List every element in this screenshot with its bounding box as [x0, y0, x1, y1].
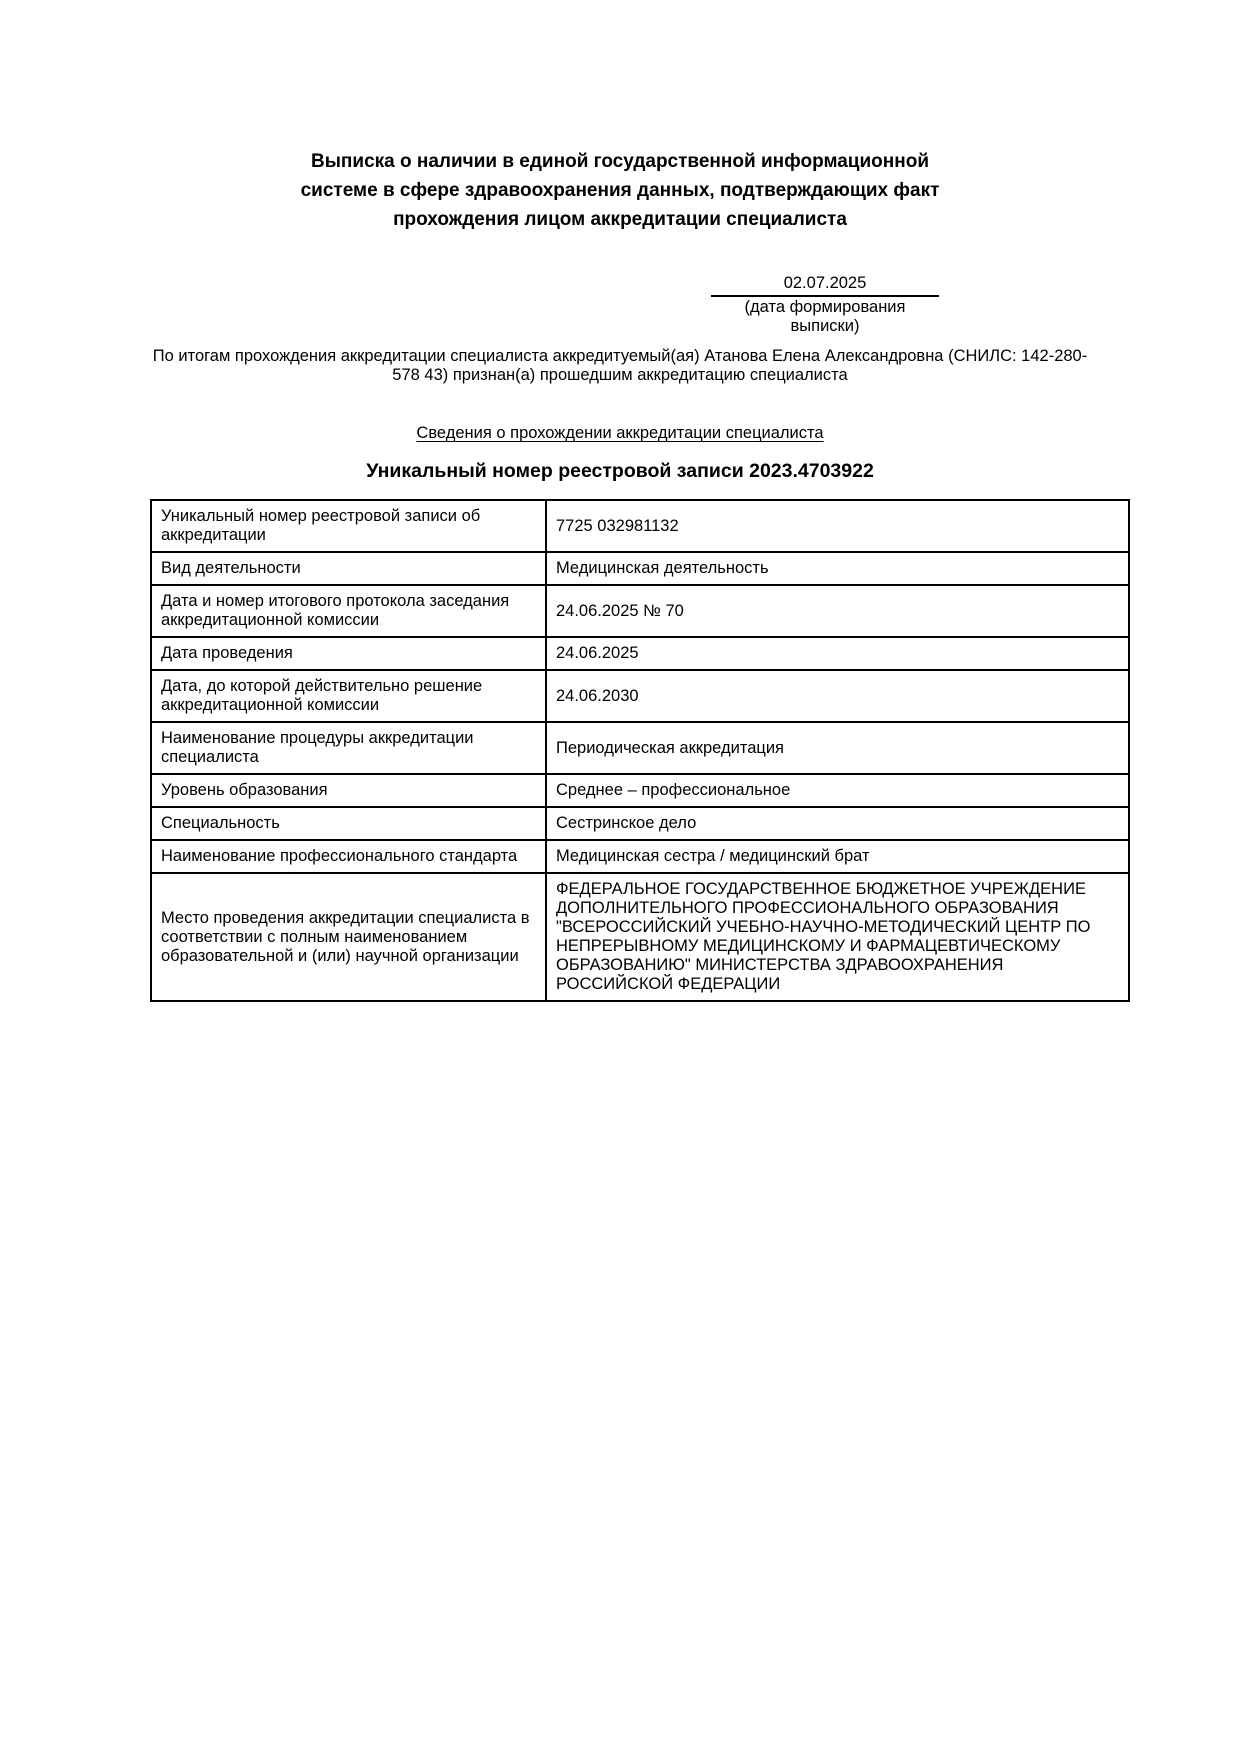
title-line: системе в сфере здравоохранения данных, подтверждающих факт: [300, 180, 940, 201]
row-label: Уровень образования: [151, 774, 546, 807]
section-heading: Сведения о прохождении аккредитации специалиста: [416, 424, 824, 442]
title-line: Выписка о наличии в единой государственной информационной: [310, 151, 930, 172]
table-row: [151, 670, 1129, 722]
row-label: Место проведения аккредитации специалиста в соответствии с полным наименованием образовательной и (или) научной организации: [151, 873, 546, 1001]
table-row: [151, 873, 1129, 1001]
row-label: Дата, до которой действительно решение аккредитационной комиссии: [151, 670, 546, 722]
table-row: [151, 637, 1129, 670]
row-label: Вид деятельности: [151, 552, 546, 585]
title-line: прохождения лицом аккредитации специалиста: [393, 209, 847, 230]
table-row: [151, 585, 1129, 637]
row-value: Периодическая аккредитация: [546, 722, 1129, 774]
row-value: Медицинская сестра / медицинский брат: [546, 840, 1129, 873]
row-value: 7725 032981132: [546, 500, 1129, 552]
formation-date-caption: (дата формирования выписки): [744, 298, 906, 335]
row-label: Наименование процедуры аккредитации специалиста: [151, 722, 546, 774]
row-label: Уникальный номер реестровой записи об аккредитации: [151, 500, 546, 552]
row-value: Сестринское дело: [546, 807, 1129, 840]
table-row: [151, 807, 1129, 840]
intro-paragraph: По итогам прохождения аккредитации специалиста аккредитуемый(ая) Атанова Елена Александровна (СНИЛС: 142-280-578 43) признан(а) прошедшим аккредитацию специалиста: [152, 347, 1088, 384]
row-label: Наименование профессионального стандарта: [151, 840, 546, 873]
table-row: [151, 500, 1129, 552]
registry-number-heading: Уникальный номер реестровой записи 2023.4703922: [366, 460, 874, 482]
accreditation-table-body: [151, 500, 1129, 1001]
row-label: Дата проведения: [151, 637, 546, 670]
table-row: [151, 722, 1129, 774]
row-value: ФЕДЕРАЛЬНОЕ ГОСУДАРСТВЕННОЕ БЮДЖЕТНОЕ УЧРЕЖДЕНИЕ ДОПОЛНИТЕЛЬНОГО ПРОФЕССИОНАЛЬНОГО ОБРАЗОВАНИЯ "ВСЕРОССИЙСКИЙ УЧЕБНО-НАУЧНО-МЕТОДИЧЕСКИЙ ЦЕНТР ПО НЕПРЕРЫВНОМУ МЕДИЦИНСКОМУ И ФАРМАЦЕВТИЧЕСКОМУ ОБРАЗОВАНИЮ" МИНИСТЕРСТВА ЗДРАВООХРАНЕНИЯ РОССИЙСКОЙ ФЕДЕРАЦИИ: [546, 873, 1129, 1001]
row-value: 24.06.2025 № 70: [546, 585, 1129, 637]
formation-date: 02.07.2025: [711, 274, 939, 297]
row-value: Медицинская деятельность: [546, 552, 1129, 585]
formation-date-block: [711, 274, 939, 336]
table-row: [151, 840, 1129, 873]
table-row: [151, 774, 1129, 807]
row-label: Специальность: [151, 807, 546, 840]
row-value: Среднее – профессиональное: [546, 774, 1129, 807]
table-row: [151, 552, 1129, 585]
row-value: 24.06.2030: [546, 670, 1129, 722]
accreditation-table: [150, 499, 1130, 1002]
row-value: 24.06.2025: [546, 637, 1129, 670]
document-title: [0, 147, 1240, 234]
row-label: Дата и номер итогового протокола заседания аккредитационной комиссии: [151, 585, 546, 637]
